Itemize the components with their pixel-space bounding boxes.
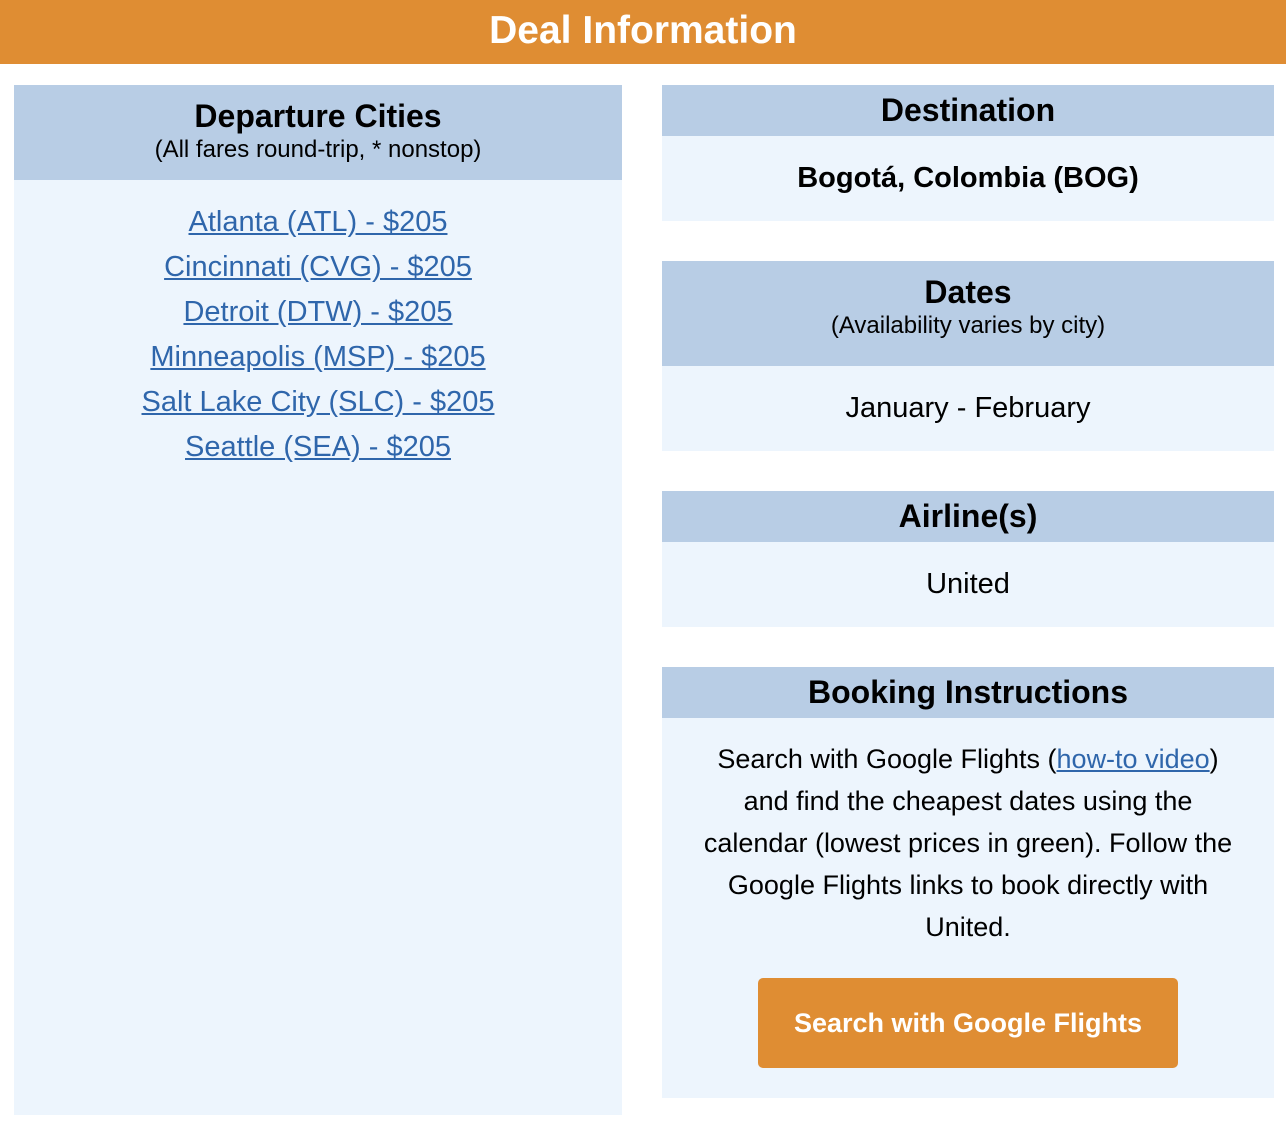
city-link-seattle[interactable]: Seattle (SEA) - $205 [185, 431, 451, 463]
dates-value: January - February [845, 392, 1091, 424]
departure-cities-header [14, 85, 622, 180]
destination-title: Destination [880, 92, 1056, 128]
city-link-atlanta[interactable]: Atlanta (ATL) - $205 [188, 206, 448, 238]
city-link-detroit[interactable]: Detroit (DTW) - $205 [183, 296, 453, 328]
booking-instructions-panel [662, 667, 1274, 1098]
dates-subtitle: (Availability varies by city) [830, 312, 1106, 339]
airline-panel [662, 491, 1274, 627]
list-item [14, 245, 622, 290]
list-item [14, 335, 622, 380]
dates-panel [662, 261, 1274, 451]
city-link-salt-lake-city[interactable]: Salt Lake City (SLC) - $205 [141, 386, 495, 418]
departure-cities-panel [14, 85, 622, 1115]
departure-cities-title: Departure Cities [194, 98, 442, 134]
dates-title: Dates [924, 274, 1012, 310]
list-item [14, 380, 622, 425]
booking-instructions-header [662, 667, 1274, 718]
airline-header [662, 491, 1274, 542]
search-google-flights-button[interactable]: Search with Google Flights [758, 978, 1178, 1068]
dates-header [662, 261, 1274, 366]
list-item [14, 425, 622, 470]
city-link-cincinnati[interactable]: Cincinnati (CVG) - $205 [164, 251, 472, 283]
booking-text-before: Search with Google Flights ( [717, 744, 1057, 774]
destination-panel [662, 85, 1274, 221]
destination-value: Bogotá, Colombia (BOG) [797, 162, 1139, 194]
booking-text-after: ) and find the cheapest dates using the calendar (lowest prices in green). Follow the Google Flights links to book directly with United. [703, 744, 1233, 942]
departure-cities-subtitle: (All fares round-trip, * nonstop) [154, 136, 482, 163]
airline-value: United [926, 568, 1010, 600]
city-list [14, 180, 622, 470]
airline-title: Airline(s) [898, 498, 1038, 534]
deal-information-banner: Deal Information [0, 0, 1286, 64]
list-item [14, 200, 622, 245]
booking-instructions-text [662, 718, 1274, 948]
city-link-minneapolis[interactable]: Minneapolis (MSP) - $205 [150, 341, 486, 373]
booking-instructions-title: Booking Instructions [808, 674, 1128, 710]
destination-header [662, 85, 1274, 136]
how-to-video-link[interactable]: how-to video [1056, 744, 1210, 774]
list-item [14, 290, 622, 335]
